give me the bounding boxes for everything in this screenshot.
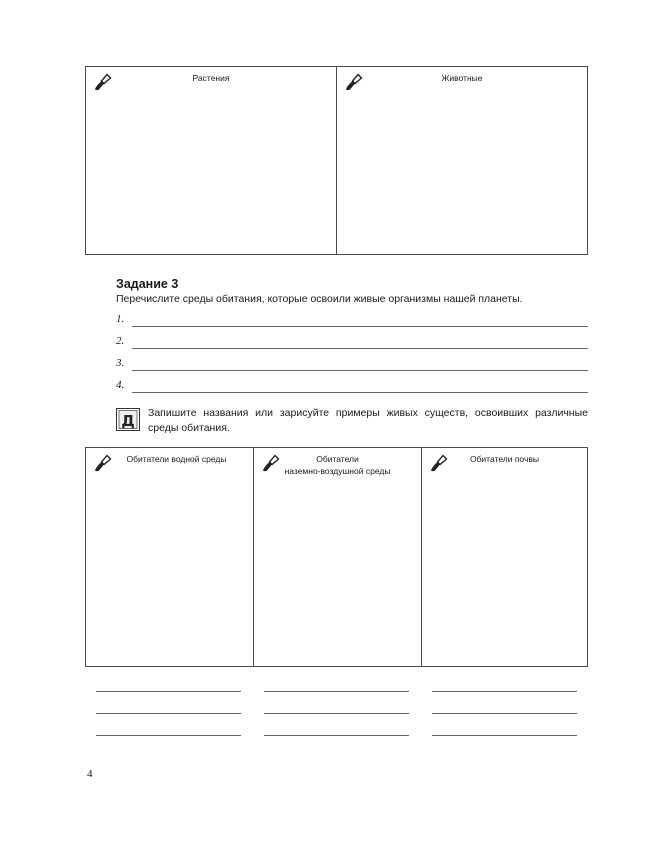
answer-line-1[interactable]: [116, 313, 588, 329]
item-number: 2.: [116, 335, 125, 347]
soil-habitat-title: Обитатели почвы: [469, 454, 540, 464]
answer-line-2[interactable]: [116, 335, 588, 351]
water-habitat-title: Обитатели водной среды: [126, 454, 227, 464]
answer-line-soil-1[interactable]: [432, 691, 577, 692]
animals-cell[interactable]: [336, 67, 587, 254]
answer-line-land-1[interactable]: [264, 691, 409, 692]
answer-line-water-3[interactable]: [96, 735, 241, 736]
answer-rule: [132, 348, 588, 349]
answer-line-water-2[interactable]: [96, 713, 241, 714]
item-number: 4.: [116, 379, 125, 391]
answer-line-soil-2[interactable]: [432, 713, 577, 714]
animals-title: Животные: [441, 73, 483, 83]
land-air-title-line2: наземно-воздушной среды: [284, 466, 391, 476]
page-number: 4: [87, 768, 93, 780]
plants-animals-table: [85, 66, 588, 255]
answer-line-water-1[interactable]: [96, 691, 241, 692]
answer-line-land-3[interactable]: [264, 735, 409, 736]
habitats-table: [85, 447, 588, 667]
extra-task-icon: [116, 408, 140, 431]
land-air-habitat-cell[interactable]: [253, 448, 421, 666]
water-habitat-cell[interactable]: [86, 448, 253, 666]
answer-line-4[interactable]: [116, 379, 588, 395]
land-air-title-line1: Обитатели: [316, 454, 359, 464]
answer-line-soil-3[interactable]: [432, 735, 577, 736]
extra-task-text: Запишите названия или зарисуйте примеры живых существ, освоивших различные среды обитания.: [148, 407, 588, 434]
task-text: Перечислите среды обитания, которые освоили живые организмы нашей планеты.: [116, 293, 523, 305]
item-number: 1.: [116, 313, 125, 325]
extra-icon-letter: Д: [121, 412, 135, 430]
answer-line-3[interactable]: [116, 357, 588, 373]
answer-rule: [132, 392, 588, 393]
plants-cell[interactable]: [86, 67, 336, 254]
land-air-habitat-title: [254, 453, 421, 477]
plants-title: Растения: [192, 73, 230, 83]
item-number: 3.: [116, 357, 125, 369]
answer-rule: [132, 370, 588, 371]
answer-line-land-2[interactable]: [264, 713, 409, 714]
task-title: Задание 3: [116, 277, 179, 291]
answer-rule: [132, 326, 588, 327]
soil-habitat-cell[interactable]: [421, 448, 587, 666]
